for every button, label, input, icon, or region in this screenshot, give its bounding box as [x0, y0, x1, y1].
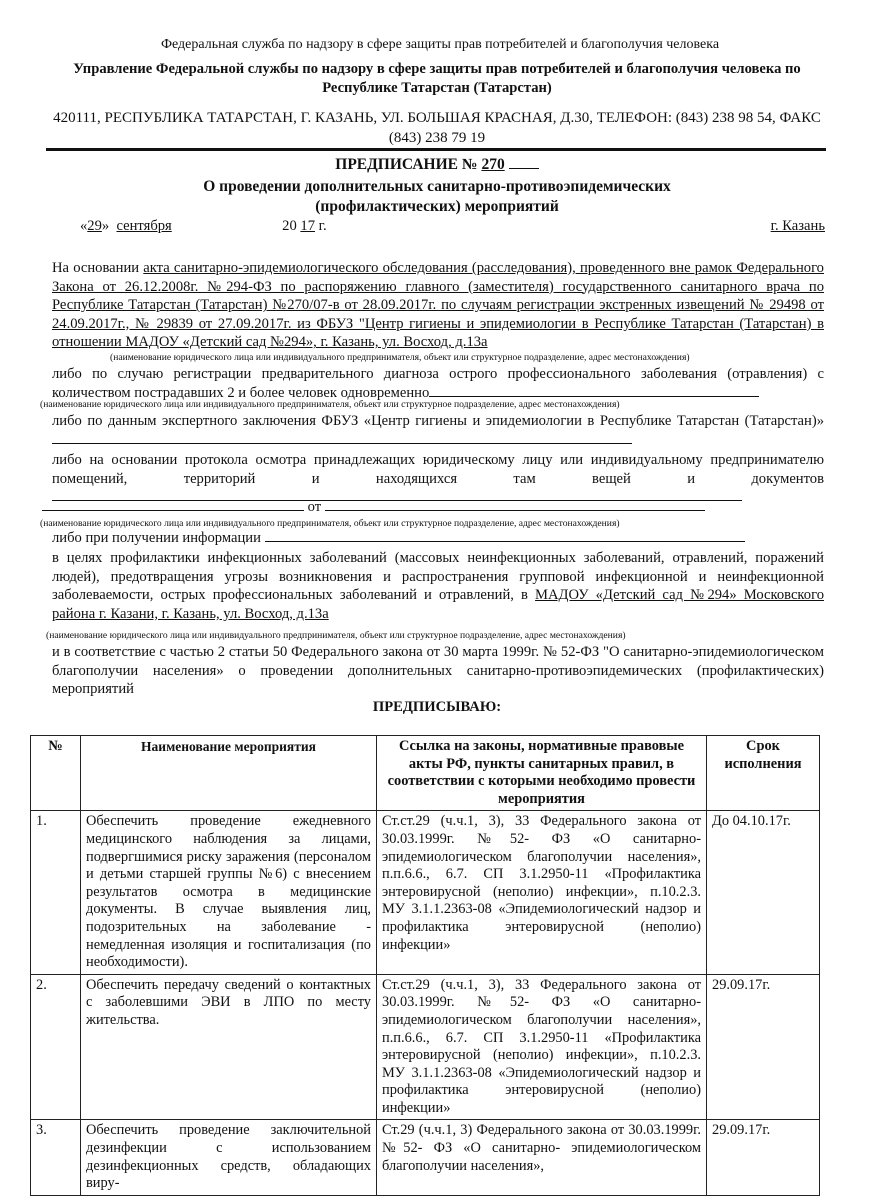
row-number: 3.	[31, 1120, 81, 1195]
purpose-text: в целях профилактики инфекционных заболеваний (массовых неинфекционных заболеваний, отравлений, поражений людей), предотвращения угрозы возникновения и распространения групповой инфекционной и неинфекционной заболеваемости, острых профессиональных заболеваний и отравлений, в	[52, 550, 824, 604]
caption-1: (наименование юридического лица или индивидуального предпринимателя, объект или структурное подразделение, адрес местонахождения)	[110, 352, 690, 363]
title-line-2: О проведении дополнительных санитарно-противоэпидемических	[203, 178, 671, 195]
department-name: Управление Федеральной службы по надзору в сфере защиты прав потребителей и благополучия человека по Республике Татарстан (Татарстан)	[73, 61, 801, 96]
paragraph-law: и в соответствие с частью 2 статьи 50 Федерального закона от 30 марта 1999г. № 52-ФЗ "О санитарно-эпидемиологическом благополучии населения» о проведении дополнительных санитарно-противоэпидемических (профилактических) мероприятий	[52, 644, 824, 698]
document-title	[52, 156, 822, 175]
protocol-text: либо на основании протокола осмотра принадлежащих юридическому лицу или индивидуальному предпринимателю помещений, территорий и находящихся там вещей и документов	[52, 452, 824, 487]
paragraph-basis	[52, 259, 824, 352]
table-header-row	[31, 736, 820, 811]
row-due: 29.09.17г.	[707, 1120, 820, 1195]
caption-4: (наименование юридического лица или индивидуального предпринимателя, объект или структурное подразделение, адрес местонахождения)	[46, 630, 626, 641]
purpose-object: МАДОУ «Детский сад №294» Московского района г. Казани, г. Казань, ул. Восход, д.13а	[52, 587, 824, 622]
caption-3: (наименование юридического лица или индивидуального предпринимателя, объект или структурное подразделение, адрес местонахождения)	[40, 518, 620, 529]
basis-details: акта санитарно-эпидемиологического обследования (расследования), проведенного вне рамок Федерального Закона от 26.12.2008г. №294-ФЗ по распоряжению главного (заместителя) государственного санитарного врача по Республике Татарстан (Татарстан) №270/07-в от 28.09.2017г. по случаям регистрации экстренных извещений № 29498 от 24.09.2017г., № 29839 от 27.09.2017г. из ФБУЗ "Центр гигиены и эпидемиологии в Республике Татарстан (Татарстан) в отношении МАДОУ «Детский сад №294», г. Казань, ул. Восход, д.13а	[52, 260, 824, 351]
header-due: Срок исполнения	[707, 736, 820, 811]
expert-text: либо по данным экспертного заключения ФБУЗ «Центр гигиены и эпидемиологии в Республике Татарстан (Татарстан)»	[52, 413, 824, 429]
title-prefix: ПРЕДПИСАНИЕ №	[335, 156, 478, 173]
table-row	[31, 974, 820, 1120]
paragraph-purpose	[52, 549, 824, 623]
information-text: либо при получении информации	[52, 530, 261, 546]
paragraph-information	[52, 529, 824, 548]
title-line-3: (профилактических) мероприятий	[315, 198, 559, 215]
date-year: 17	[300, 218, 315, 234]
paragraph-expert	[52, 412, 824, 449]
order-heading: ПРЕДПИСЫВАЮ:	[372, 699, 502, 715]
date-year-suffix: г.	[318, 218, 327, 234]
row-reference: Ст.ст.29 (ч.ч.1, 3), 33 Федерального закона от 30.03.1999г. №52- ФЗ «О санитарно- эпидемиологическом благополучии населения», п.п.6.6., 6.7. СП 3.1.2950-11 «Профилактика энтеровирусной (неполио) инфекции», п.10.2.3. МУ 3.1.1.2363-08 «Эпидемиологический надзор и профилактика энтеровирусной (неполио) инфекции»	[377, 974, 707, 1120]
date-year-prefix: 20	[282, 218, 297, 234]
paragraph-diagnosis	[52, 365, 824, 402]
row-due: 29.09.17г.	[707, 974, 820, 1120]
caption-2: (наименование юридического лица или индивидуального предпринимателя, объект или структурное подразделение, адрес местонахождения)	[40, 399, 620, 410]
header-divider	[46, 148, 826, 151]
date-month: сентября	[116, 218, 172, 234]
protocol-from-line	[42, 498, 832, 517]
agency-name: Федеральная служба по надзору в сфере защиты прав потребителей и благополучия человека	[160, 37, 720, 52]
row-due: До 04.10.17г.	[707, 811, 820, 974]
department-address: 420111, РЕСПУБЛИКА ТАТАРСТАН, Г. КАЗАНЬ, УЛ. БОЛЬШАЯ КРАСНАЯ, Д.30, ТЕЛЕФОН: (843) 238 98 54, ФАКС (843) 238 79 19	[53, 110, 821, 146]
header-action: Наименование мероприятия	[81, 736, 377, 811]
row-reference: Ст.29 (ч.ч.1, 3) Федерального закона от 30.03.1999г. №52- ФЗ «О санитарно- эпидемиологическом благополучии населения»,	[377, 1120, 707, 1195]
table-row	[31, 1120, 820, 1195]
table-row	[31, 811, 820, 974]
from-label: от	[307, 499, 322, 515]
row-number: 2.	[31, 974, 81, 1120]
diagnosis-text: либо по случаю регистрации предварительного диагноза острого профессионального заболевания (отравления) с количеством пострадавших 2 и более человек одновременно	[52, 366, 824, 401]
header-reference: Ссылка на законы, нормативные правовые акты РФ, пункты санитарных правил, в соответствии с которыми необходимо провести мероприятия	[377, 736, 707, 811]
row-number: 1.	[31, 811, 81, 974]
row-action: Обеспечить проведение заключительной дезинфекции с использованием дезинфекционных средств, обладающих виру-	[81, 1120, 377, 1195]
date-city: г. Казань	[770, 218, 825, 234]
measures-table	[30, 735, 820, 1196]
row-action: Обеспечить проведение ежедневного медицинского наблюдения за лицами, подвергшимися риску заражения (персоналом и детьми старшей группы №6) с внесением результатов осмотра в медицинские документы. В случае выявления лиц, подозрительных на заболевание - немедленная изоляция и госпитализация (по необходимости).	[81, 811, 377, 974]
basis-lead: На основании	[52, 260, 144, 276]
header-number: №	[31, 736, 81, 811]
row-reference: Ст.ст.29 (ч.ч.1, 3), 33 Федерального закона от 30.03.1999г. №52- ФЗ «О санитарно- эпидемиологическом благополучии населения», п.п.6.6., 6.7. СП 3.1.2950-11 «Профилактика энтеровирусной (неполио) инфекции», п.10.2.3. МУ 3.1.1.2363-08 «Эпидемиологический надзор и профилактика энтеровирусной (неполио) инфекции»	[377, 811, 707, 974]
row-action: Обеспечить передачу сведений о контактных с заболевшими ЭВИ в ЛПО по месту жительства.	[81, 974, 377, 1120]
date-line: «29» сентября 20 17 г. г. Казань	[80, 218, 825, 234]
prescription-number: 270	[481, 156, 505, 173]
date-day: 29	[87, 218, 102, 234]
